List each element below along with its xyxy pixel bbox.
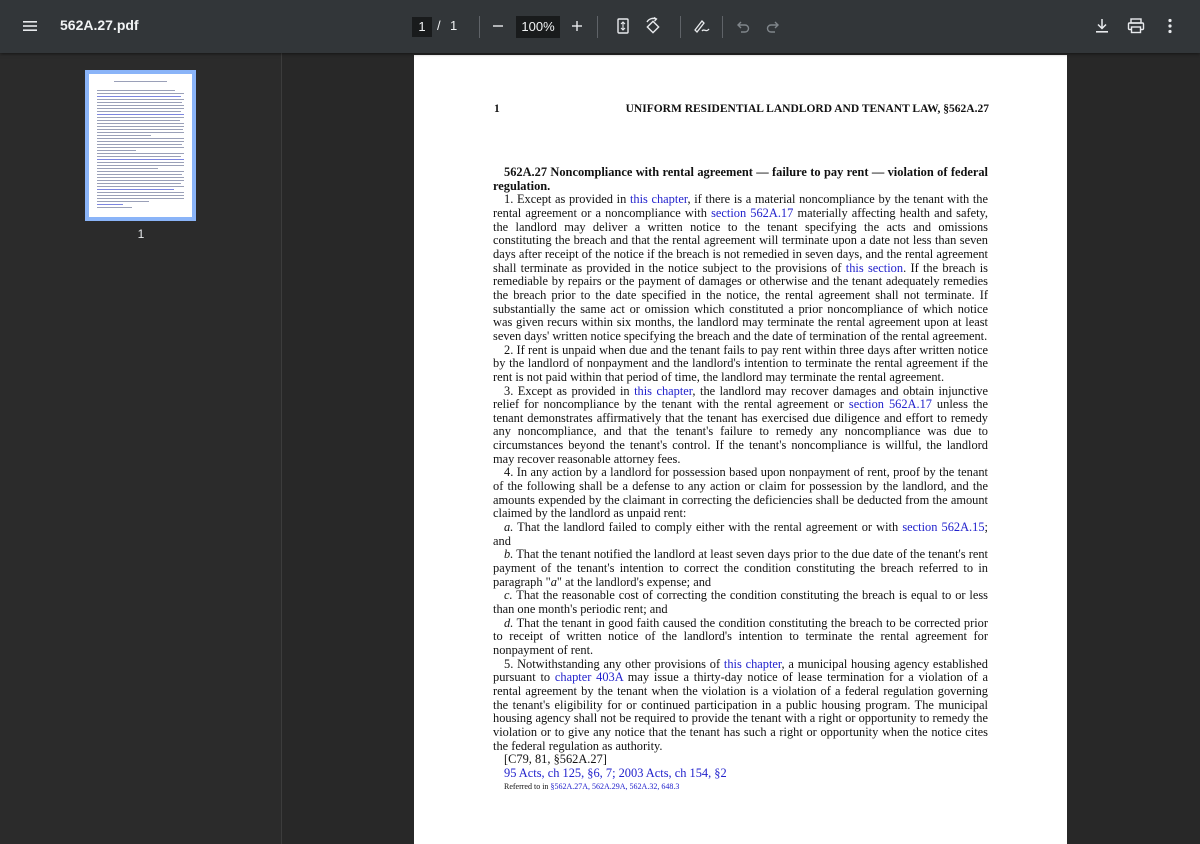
redo-icon[interactable] [759,12,787,40]
print-icon[interactable] [1122,12,1150,40]
thumbnail-text-line [97,192,184,193]
paragraph-4a [493,521,988,548]
link-chapter-403a[interactable]: chapter 403A [554,670,623,685]
link-this-section[interactable]: this section [845,260,904,275]
thumbnail-text-line [97,168,158,169]
thumbnail-text-line [97,144,182,145]
thumbnail-text-line [97,129,183,130]
link-section-562a17[interactable]: section 562A.17 [711,205,794,220]
link-this-chapter[interactable]: this chapter [634,383,693,398]
paragraph-4c [493,589,988,616]
thumbnail-text-line [97,108,184,109]
rotate-icon[interactable] [639,12,667,40]
paragraph-4b [493,548,988,589]
thumbnail-text-line [97,126,184,127]
thumbnail-text-line [97,93,184,94]
section-title: 562A.27 Noncompliance with rental agreement — failure to pay rent — violation of federal regulation. [493,165,988,193]
header-page-number: 1 [494,103,500,115]
thumbnail-text-line [97,156,181,157]
annotate-pen-icon[interactable] [688,12,716,40]
paragraph-text: , a municipal housing agency established pursuant to [493,656,988,685]
paragraph-text: . If the breach is remediable by repairs or the payment of damages or otherwise and the tenant adequately remedies the breach prior to the date specified in the notice, the rental agreement shall not terminate. If substantially the same act or omission which constituted a prior noncompliance of which notice was given recurs within six months, the landlord may terminate the rental agreement upon at least seven days' written notice specifying the breach and the date of termination of the rental agreement. [493,260,988,343]
zoom-in-button[interactable] [563,12,591,40]
thumbnail-text-line [97,183,181,184]
toolbar-divider [680,16,681,38]
link-this-chapter[interactable]: this chapter [629,192,688,207]
paragraph-text: , if there is a material noncompliance by the tenant with the rental agreement or a noncompliance with [493,192,988,220]
thumbnail-text-line [97,96,181,97]
thumbnail-text-line [97,165,184,166]
referred-label: Referred to in [504,781,551,791]
thumbnail-text-line [97,198,184,199]
history-link[interactable]: 95 Acts, ch 125, §6, 7; 2003 Acts, ch 154, §2 [504,765,727,780]
thumbnail-text-line [97,189,174,190]
paragraph-text: That the reasonable cost of correcting the condition constituting the breach is equal to or less than one month's periodic rent; and [493,588,988,616]
thumbnail-text-line [97,111,181,112]
more-options-icon[interactable] [1156,12,1184,40]
thumbnail-text-line [97,102,182,103]
menu-icon[interactable] [16,12,44,40]
document-viewer[interactable] [283,53,1200,844]
document-title: 562A.27.pdf [60,17,139,33]
thumbnail-text-line [114,81,166,82]
thumbnail-sidebar [0,53,282,844]
thumbnail-text-line [97,117,184,118]
page-number-input[interactable]: 1 [412,17,432,37]
link-section-562a17[interactable]: section 562A.17 [848,397,932,412]
thumbnail-text-line [97,186,184,187]
thumbnail-text-line [97,162,184,163]
thumbnail-text-line [97,207,132,208]
paragraph-text: materially affecting health and safety, the landlord may deliver a written notice to the tenant specifying the acts and omissions constituting the breach and that the rental agreement will terminate upon a date not less than seven days after receipt of the notice if the breach is not remedied in seven days, and the rental agreement shall terminate as provided in the notice subject to the provisions of [493,205,989,275]
paragraph-text: That the landlord failed to comply either with the rental agreement or with [513,520,903,535]
thumbnail-text-line [97,159,184,160]
paragraph-1 [493,193,988,343]
toolbar-divider [722,16,723,38]
thumbnail-text-line [97,132,184,133]
paragraph-text: That the tenant notified the landlord at least seven days prior to the due date of the tenant's rent payment of the tenant's intention to correct the condition constituting the breach referred to in paragraph " [493,547,988,589]
thumbnail-text-line [97,204,123,205]
list-letter: d. [504,615,514,630]
paragraph-text: 1. Except as provided in [504,192,630,207]
thumbnail-text-line [97,120,180,121]
thumbnail-text-line [97,138,184,139]
undo-icon[interactable] [729,12,757,40]
paragraph-text: That the tenant in good faith caused the condition constituting the breach to be corrected prior to receipt of written notice of the landlord's intention to terminate the rental agreement for nonpayment of rent. [493,615,988,657]
referred-to-line [493,781,988,792]
thumbnail-text-line [97,141,184,142]
download-icon[interactable] [1088,12,1116,40]
paragraph-text: 5. Notwithstanding any other provisions of [504,656,724,671]
paragraph-text: a [550,574,557,589]
thumbnail-page-label: 1 [137,227,145,241]
paragraph-text: ; and [493,520,988,548]
thumbnail-text-line [97,171,184,172]
pdf-page [414,55,1067,844]
thumbnail-text-line [97,195,184,196]
paragraph-4: 4. In any action by a landlord for possession based upon nonpayment of rent, proof by the tenant of the following shall be a defense to any action or claim for possession by the landlord, and the amounts expended by the claimant in correcting the deficiencies shall be deducted from the amount claimed by the landlord as unpaid rent: [493,465,988,521]
paragraph-5 [493,658,988,754]
paragraph-text: 3. Except as provided in [504,383,635,398]
document-body [493,166,988,792]
paragraph-text: , the landlord may recover damages and obtain injunctive relief for noncompliance by the tenant with the rental agreement or [493,383,988,412]
header-title: UNIFORM RESIDENTIAL LANDLORD AND TENANT LAW, §562A.27 [625,103,989,115]
thumbnail-text-line [97,99,184,100]
paragraph-2: 2. If rent is unpaid when due and the tenant fails to pay rent within three days after written notice by the landlord of nonpayment and the landlord's intention to terminate the rental agreement if the rent is not paid within that period of time, the landlord may terminate the rental agreement. [493,342,988,384]
thumbnail-text-line [97,153,184,154]
thumbnail-text-line [97,177,184,178]
thumbnail-text-line [97,174,182,175]
list-letter: c. [504,588,513,603]
toolbar-divider [597,16,598,38]
toolbar-divider [479,16,480,38]
thumbnail-text-line [97,150,136,151]
paragraph-text: " at the landlord's expense; and [556,574,712,589]
zoom-out-button[interactable] [484,12,512,40]
source-citation: [C79, 81, §562A.27] [504,752,607,767]
thumbnail-text-line [97,201,149,202]
zoom-input[interactable]: 100% [516,16,560,38]
page-thumbnail[interactable] [85,70,196,221]
paragraph-3 [493,385,988,467]
thumbnail-text-line [97,105,184,106]
thumbnail-text-line [97,135,151,136]
link-this-chapter[interactable]: this chapter [723,656,782,671]
thumbnail-text-line [97,123,184,124]
paragraph-4d [493,617,988,658]
thumbnail-text-line [97,90,175,91]
link-section-562a15[interactable]: section 562A.15 [902,520,985,535]
referred-links[interactable]: §562A.27A, 562A.29A, 562A.32, 648.3 [550,781,680,791]
pdf-toolbar [0,0,1200,53]
page-count: 1 [450,18,458,33]
fit-page-icon[interactable] [609,12,637,40]
thumbnail-text-line [97,147,184,148]
list-letter: a. [504,520,514,535]
list-letter: b. [504,547,514,562]
paragraph-text: unless the tenant demonstrates affirmatively that the tenant has exercised due diligence and effort to remedy any noncompliance, and that the tenant's failure to remedy any noncompliance was due to circumstances beyond the tenant's control. If the tenant's noncompliance is willful, the landlord may recover reasonable attorney fees. [493,397,988,466]
paragraph-text: may issue a thirty-day notice of lease termination for a violation of a rental agreement by the tenant when the violation is a violation of a federal regulation governing the tenant's eligibility for or continued participation in a public housing program. The municipal housing agency shall not be required to provide the tenant with a right or opportunity to remedy the violation or to give any notice that the tenant has such a right or opportunity when the notice cites the federal regulation as authority. [493,670,989,753]
thumbnail-text-line [97,180,184,181]
page-separator: / [437,18,441,33]
thumbnail-text-line [97,114,184,115]
